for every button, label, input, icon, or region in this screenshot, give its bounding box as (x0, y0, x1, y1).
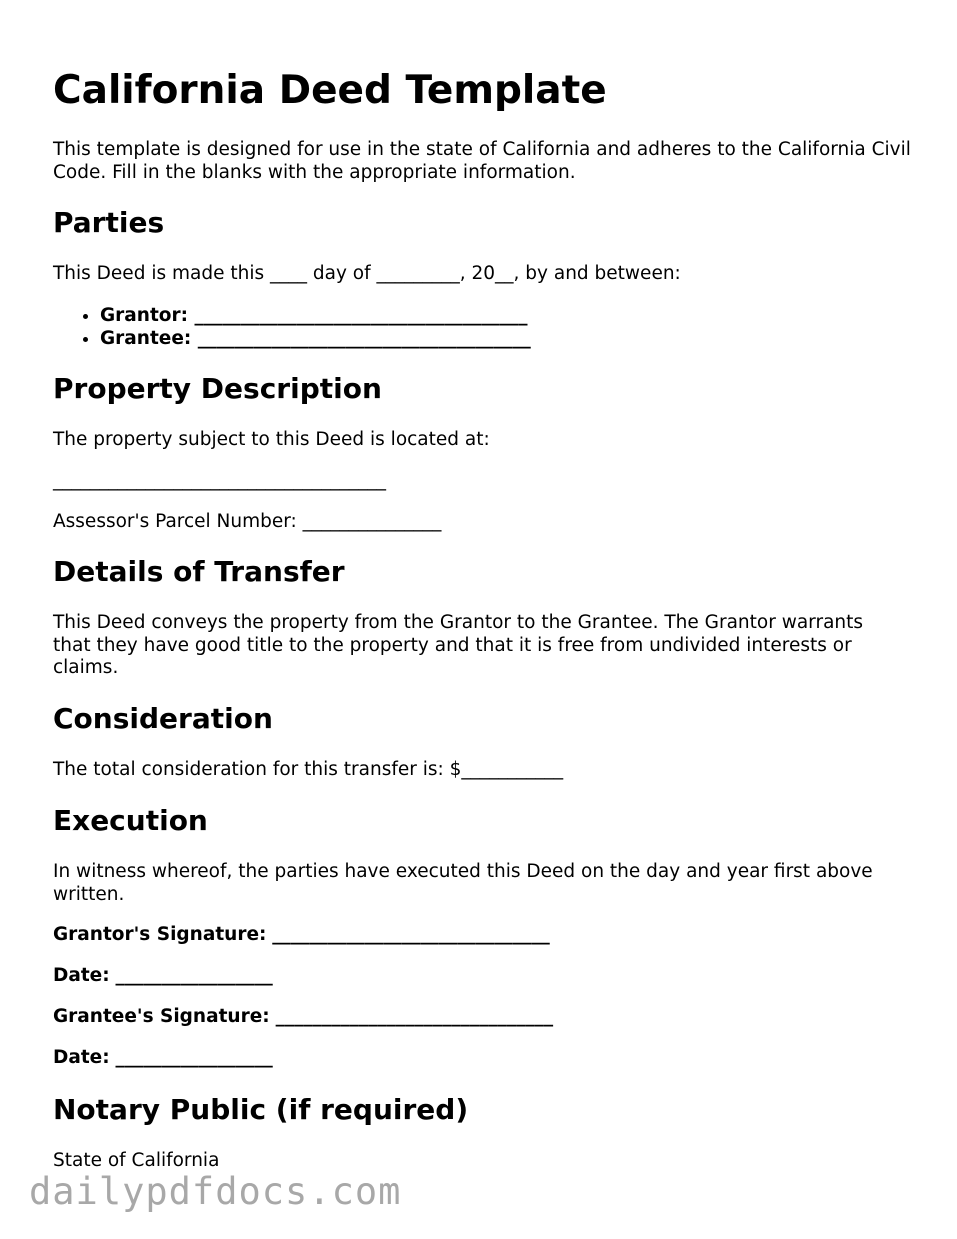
property-text: The property subject to this Deed is located at: (53, 429, 490, 450)
grantor-item (100, 304, 531, 327)
grantor-blank: ____________________________________ (194, 305, 528, 326)
grantor-signature-line (53, 924, 550, 947)
execution-heading: Execution (53, 804, 208, 837)
grantor-signature-blank: ______________________________ (272, 924, 550, 945)
grantee-signature-label: Grantee's Signature: (53, 1006, 270, 1027)
apn-line (53, 511, 441, 534)
grantee-item (100, 327, 531, 350)
property-heading: Property Description (53, 372, 382, 405)
date-line-2 (53, 1047, 273, 1070)
intro-paragraph: This template is designed for use in the state of California and adheres to the California Civil Code. Fill in the blanks with the appropriate information. (53, 139, 911, 183)
apn-label: Assessor's Parcel Number: (53, 511, 297, 532)
grantee-signature-blank: ______________________________ (275, 1006, 554, 1027)
parties-text: This Deed is made this ____ day of _________, 20__, by and between: (53, 263, 681, 284)
grantee-label: Grantee: (100, 328, 192, 349)
apn-blank: _______________ (302, 511, 442, 532)
date-line-1 (53, 965, 273, 988)
execution-text: In witness whereof, the parties have executed this Deed on the day and year first above written. (53, 861, 873, 905)
watermark: dailypdfdocs.com (29, 1170, 402, 1213)
consideration-text: The total consideration for this transfer is: $___________ (53, 759, 564, 780)
parties-list (53, 304, 531, 350)
notary-heading: Notary Public (if required) (53, 1093, 469, 1126)
grantor-label: Grantor: (100, 305, 189, 326)
date-label-2: Date: (53, 1047, 110, 1068)
notary-state: State of California (53, 1150, 220, 1171)
parties-heading: Parties (53, 206, 165, 239)
date-blank-1: _________________ (115, 965, 273, 986)
property-address-blank: ____________________________________ (53, 470, 386, 491)
grantee-blank: ____________________________________ (197, 328, 531, 349)
date-blank-2: _________________ (115, 1047, 273, 1068)
transfer-text: This Deed conveys the property from the Grantor to the Grantee. The Grantor warrants that they have good title to the property and that it is free from undivided interests or claims. (53, 612, 864, 678)
grantee-signature-line (53, 1006, 553, 1029)
page-title: California Deed Template (53, 68, 607, 113)
grantor-signature-label: Grantor's Signature: (53, 924, 267, 945)
consideration-heading: Consideration (53, 702, 273, 735)
transfer-heading: Details of Transfer (53, 555, 345, 588)
date-label-1: Date: (53, 965, 110, 986)
